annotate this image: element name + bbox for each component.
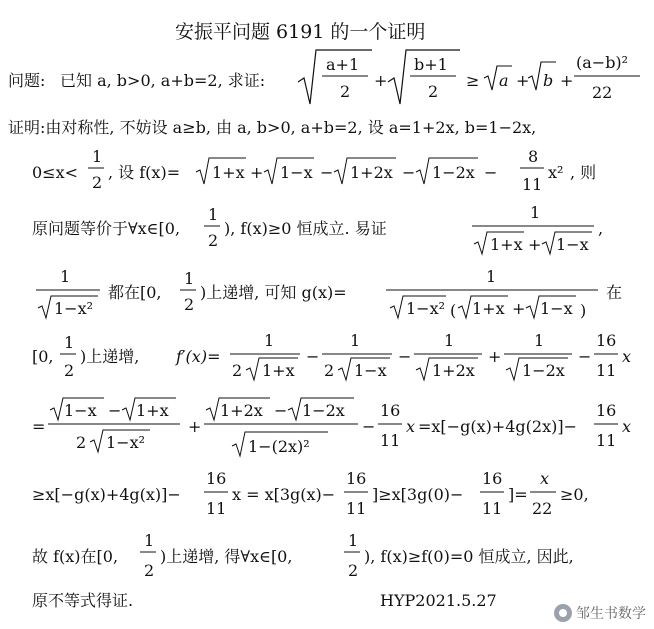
svg-text:11: 11 xyxy=(596,361,617,380)
svg-text:+: + xyxy=(250,163,264,182)
svg-text:16: 16 xyxy=(596,331,617,350)
svg-text:1−2x: 1−2x xyxy=(302,401,345,420)
svg-text:22: 22 xyxy=(532,499,553,518)
svg-text:−: − xyxy=(320,163,334,182)
svg-text:+: + xyxy=(374,71,388,90)
proof-line-2 xyxy=(32,147,596,194)
page-title: 安振平问题 6191 的一个证明 xyxy=(175,21,426,43)
svg-text:11: 11 xyxy=(596,431,617,450)
svg-text:2: 2 xyxy=(324,361,335,380)
svg-text:1−2x: 1−2x xyxy=(432,163,475,182)
svg-text:)上递增, 可知 g(x)=: )上递增, 可知 g(x)= xyxy=(200,283,347,302)
svg-text:2: 2 xyxy=(92,173,103,192)
svg-text:1: 1 xyxy=(348,531,359,550)
svg-text:): ) xyxy=(580,301,587,320)
svg-text:−: − xyxy=(306,347,320,366)
svg-text:1−2x: 1−2x xyxy=(522,361,565,380)
svg-text:), f(x)≥f(0)=0 恒成立, 因此,: ), f(x)≥f(0)=0 恒成立, 因此, xyxy=(364,547,574,566)
svg-text:+: + xyxy=(528,235,542,254)
svg-text:≥x[−g(x)+4g(x)]−: ≥x[−g(x)+4g(x)]− xyxy=(32,485,181,504)
svg-text:1: 1 xyxy=(184,269,195,288)
svg-text:)上递增, 得∀x∈[0,: )上递增, 得∀x∈[0, xyxy=(160,547,293,566)
svg-text:1+x: 1+x xyxy=(262,361,295,380)
svg-text:在: 在 xyxy=(606,283,623,302)
proof-line-7 xyxy=(32,469,589,518)
svg-text:x = x[3g(x)−: x = x[3g(x)− xyxy=(232,485,336,504)
svg-text:11: 11 xyxy=(380,431,401,450)
proof-line-8 xyxy=(32,531,574,580)
svg-text:(: ( xyxy=(450,301,457,320)
svg-text:a: a xyxy=(499,71,509,90)
proof-line-1: 证明:由对称性, 不妨设 a≥b, 由 a, b>0, a+b=2, 设 a=1+2x, b=1−2x, xyxy=(8,118,537,137)
svg-text:+: + xyxy=(516,71,530,90)
svg-text:1+2x: 1+2x xyxy=(432,361,475,380)
svg-text:), f(x)≥0 恒成立. 易证: ), f(x)≥0 恒成立. 易证 xyxy=(224,219,387,238)
svg-text:x: x xyxy=(540,469,550,488)
svg-text:2: 2 xyxy=(232,361,243,380)
svg-text:2: 2 xyxy=(340,82,351,101)
svg-text:1−x²: 1−x² xyxy=(54,299,94,318)
svg-text:−: − xyxy=(578,347,592,366)
problem-statement xyxy=(8,50,640,104)
svg-text:,: , xyxy=(598,219,604,238)
svg-text:1+x: 1+x xyxy=(136,401,169,420)
svg-text:)上递增,: )上递增, xyxy=(80,347,140,366)
svg-text:−: − xyxy=(484,163,498,182)
svg-text:16: 16 xyxy=(596,401,617,420)
watermark-text: 邹生书数学 xyxy=(576,606,646,622)
svg-text:1−x: 1−x xyxy=(556,235,589,254)
svg-text:16: 16 xyxy=(206,469,227,488)
svg-text:x: x xyxy=(622,347,632,366)
svg-text:2: 2 xyxy=(76,433,87,452)
svg-text:, 则: , 则 xyxy=(570,163,597,182)
wechat-icon xyxy=(554,604,572,622)
svg-text:+: + xyxy=(560,71,574,90)
watermark xyxy=(554,603,646,623)
svg-text:2: 2 xyxy=(144,561,155,580)
svg-text:≥0,: ≥0, xyxy=(560,485,589,504)
svg-text:x: x xyxy=(406,417,416,436)
svg-text:x: x xyxy=(622,417,632,436)
svg-text:−: − xyxy=(362,417,376,436)
svg-text:1: 1 xyxy=(264,331,275,350)
svg-text:1−(2x)²: 1−(2x)² xyxy=(248,437,310,456)
svg-text:2: 2 xyxy=(348,561,359,580)
svg-text:1: 1 xyxy=(486,267,497,286)
svg-text:≥: ≥ xyxy=(466,71,480,90)
svg-text:−: − xyxy=(398,347,412,366)
svg-text:11: 11 xyxy=(346,499,367,518)
svg-text:+: + xyxy=(488,347,502,366)
proof-line-3 xyxy=(32,203,603,254)
svg-text:1−x²: 1−x² xyxy=(406,299,446,318)
svg-text:1: 1 xyxy=(208,205,219,224)
svg-text:16: 16 xyxy=(482,469,503,488)
svg-text:]=: ]= xyxy=(508,485,528,504)
svg-text:1+x: 1+x xyxy=(490,235,523,254)
svg-text:1+x: 1+x xyxy=(212,163,245,182)
proof-line-4 xyxy=(36,267,622,320)
svg-text:b: b xyxy=(543,71,554,90)
svg-text:1: 1 xyxy=(60,267,71,286)
svg-text:1: 1 xyxy=(444,331,455,350)
svg-text:1+x: 1+x xyxy=(472,299,505,318)
proof-line-5 xyxy=(32,331,631,380)
svg-text:1: 1 xyxy=(92,147,103,166)
svg-text:1−x: 1−x xyxy=(280,163,313,182)
svg-text:(a−b)²: (a−b)² xyxy=(576,53,629,72)
svg-text:1−x: 1−x xyxy=(540,299,573,318)
svg-text:=x[−g(x)+4g(2x)]−: =x[−g(x)+4g(2x)]− xyxy=(418,417,577,436)
svg-text:2: 2 xyxy=(208,231,219,250)
problem-condition: 已知 a, b>0, a+b=2, 求证: xyxy=(60,71,266,90)
svg-text:原问题等价于∀x∈[0,: 原问题等价于∀x∈[0, xyxy=(32,219,181,238)
svg-text:11: 11 xyxy=(522,175,543,194)
svg-text:1+2x: 1+2x xyxy=(220,401,263,420)
svg-text:=: = xyxy=(32,417,46,436)
svg-text:2: 2 xyxy=(64,361,75,380)
svg-text:1−x²: 1−x² xyxy=(106,433,146,452)
signature: HYP2021.5.27 xyxy=(380,591,497,610)
problem-label: 问题: xyxy=(8,71,46,90)
svg-text:1−x: 1−x xyxy=(354,361,387,380)
svg-text:22: 22 xyxy=(592,83,613,102)
svg-text:1: 1 xyxy=(534,331,545,350)
svg-text:b+1: b+1 xyxy=(414,55,448,74)
svg-text:1+2x: 1+2x xyxy=(350,163,393,182)
svg-text:f′(x)=: f′(x)= xyxy=(176,347,221,366)
svg-text:+: + xyxy=(188,417,202,436)
svg-text:11: 11 xyxy=(482,499,503,518)
svg-text:1: 1 xyxy=(64,333,75,352)
proof-line-9: 原不等式得证. xyxy=(32,591,134,610)
svg-text:x²: x² xyxy=(548,163,564,182)
svg-text:1: 1 xyxy=(350,331,361,350)
svg-text:都在[0,: 都在[0, xyxy=(108,283,162,302)
svg-text:[0,: [0, xyxy=(32,347,54,366)
svg-text:−: − xyxy=(402,163,416,182)
svg-text:−: − xyxy=(108,401,122,420)
svg-text:1: 1 xyxy=(144,531,155,550)
svg-text:11: 11 xyxy=(206,499,227,518)
svg-text:0≤x<: 0≤x< xyxy=(32,163,79,182)
svg-text:故 f(x)在[0,: 故 f(x)在[0, xyxy=(32,547,119,566)
svg-text:2: 2 xyxy=(428,82,439,101)
svg-text:16: 16 xyxy=(380,401,401,420)
svg-text:a+1: a+1 xyxy=(326,55,360,74)
svg-text:8: 8 xyxy=(528,147,539,166)
svg-text:1−x: 1−x xyxy=(64,401,97,420)
svg-text:+: + xyxy=(512,299,526,318)
svg-text:2: 2 xyxy=(184,295,195,314)
svg-text:1: 1 xyxy=(530,203,541,222)
svg-text:−: − xyxy=(274,401,288,420)
svg-text:, 设 f(x)=: , 设 f(x)= xyxy=(108,163,181,182)
svg-text:16: 16 xyxy=(346,469,367,488)
proof-line-6 xyxy=(32,398,631,456)
svg-text:]≥x[3g(0)−: ]≥x[3g(0)− xyxy=(372,485,464,504)
